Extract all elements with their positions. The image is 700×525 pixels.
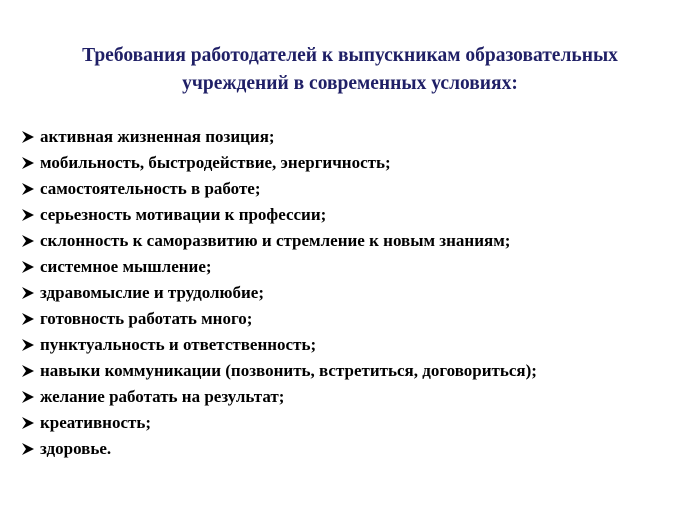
list-item <box>20 332 537 358</box>
arrowhead-bullet-icon <box>20 129 36 145</box>
list-item-text: склонность к саморазвитию и стремление к новым знаниям; <box>40 231 511 250</box>
arrowhead-bullet-icon <box>20 233 36 249</box>
list-item-text: креативность; <box>40 413 152 432</box>
arrowhead-bullet-icon <box>20 389 36 405</box>
list-item <box>20 306 537 332</box>
arrowhead-bullet-icon <box>20 337 36 353</box>
list-item <box>20 150 537 176</box>
slide-title <box>0 42 700 98</box>
list-item-text: навыки коммуникации (позвонить, встретиться, договориться); <box>40 361 537 380</box>
list-item <box>20 280 537 306</box>
list-item <box>20 436 537 462</box>
list-item <box>20 254 537 280</box>
list-item <box>20 124 537 150</box>
title-line-2: учреждений в современных условиях: <box>182 73 518 94</box>
list-item-text: мобильность, быстродействие, энергичность; <box>40 153 391 172</box>
list-item-text: активная жизненная позиция; <box>40 127 275 146</box>
list-item <box>20 202 537 228</box>
list-item <box>20 176 537 202</box>
list-item-text: здоровье. <box>40 439 112 458</box>
list-item-text: пунктуальность и ответственность; <box>40 335 317 354</box>
list-item <box>20 228 537 254</box>
arrowhead-bullet-icon <box>20 207 36 223</box>
list-item <box>20 358 537 384</box>
arrowhead-bullet-icon <box>20 181 36 197</box>
requirements-list <box>20 124 537 462</box>
title-line-1: Требования работодателей к выпускникам образовательных <box>82 45 618 66</box>
list-item-text: готовность работать много; <box>40 309 253 328</box>
arrowhead-bullet-icon <box>20 155 36 171</box>
list-item-text: серьезность мотивации к профессии; <box>40 205 327 224</box>
arrowhead-bullet-icon <box>20 259 36 275</box>
arrowhead-bullet-icon <box>20 311 36 327</box>
arrowhead-bullet-icon <box>20 441 36 457</box>
list-item-text: желание работать на результат; <box>40 387 285 406</box>
arrowhead-bullet-icon <box>20 415 36 431</box>
arrowhead-bullet-icon <box>20 363 36 379</box>
list-item-text: системное мышление; <box>40 257 212 276</box>
list-item-text: здравомыслие и трудолюбие; <box>40 283 265 302</box>
list-item <box>20 384 537 410</box>
arrowhead-bullet-icon <box>20 285 36 301</box>
list-item <box>20 410 537 436</box>
list-item-text: самостоятельность в работе; <box>40 179 261 198</box>
